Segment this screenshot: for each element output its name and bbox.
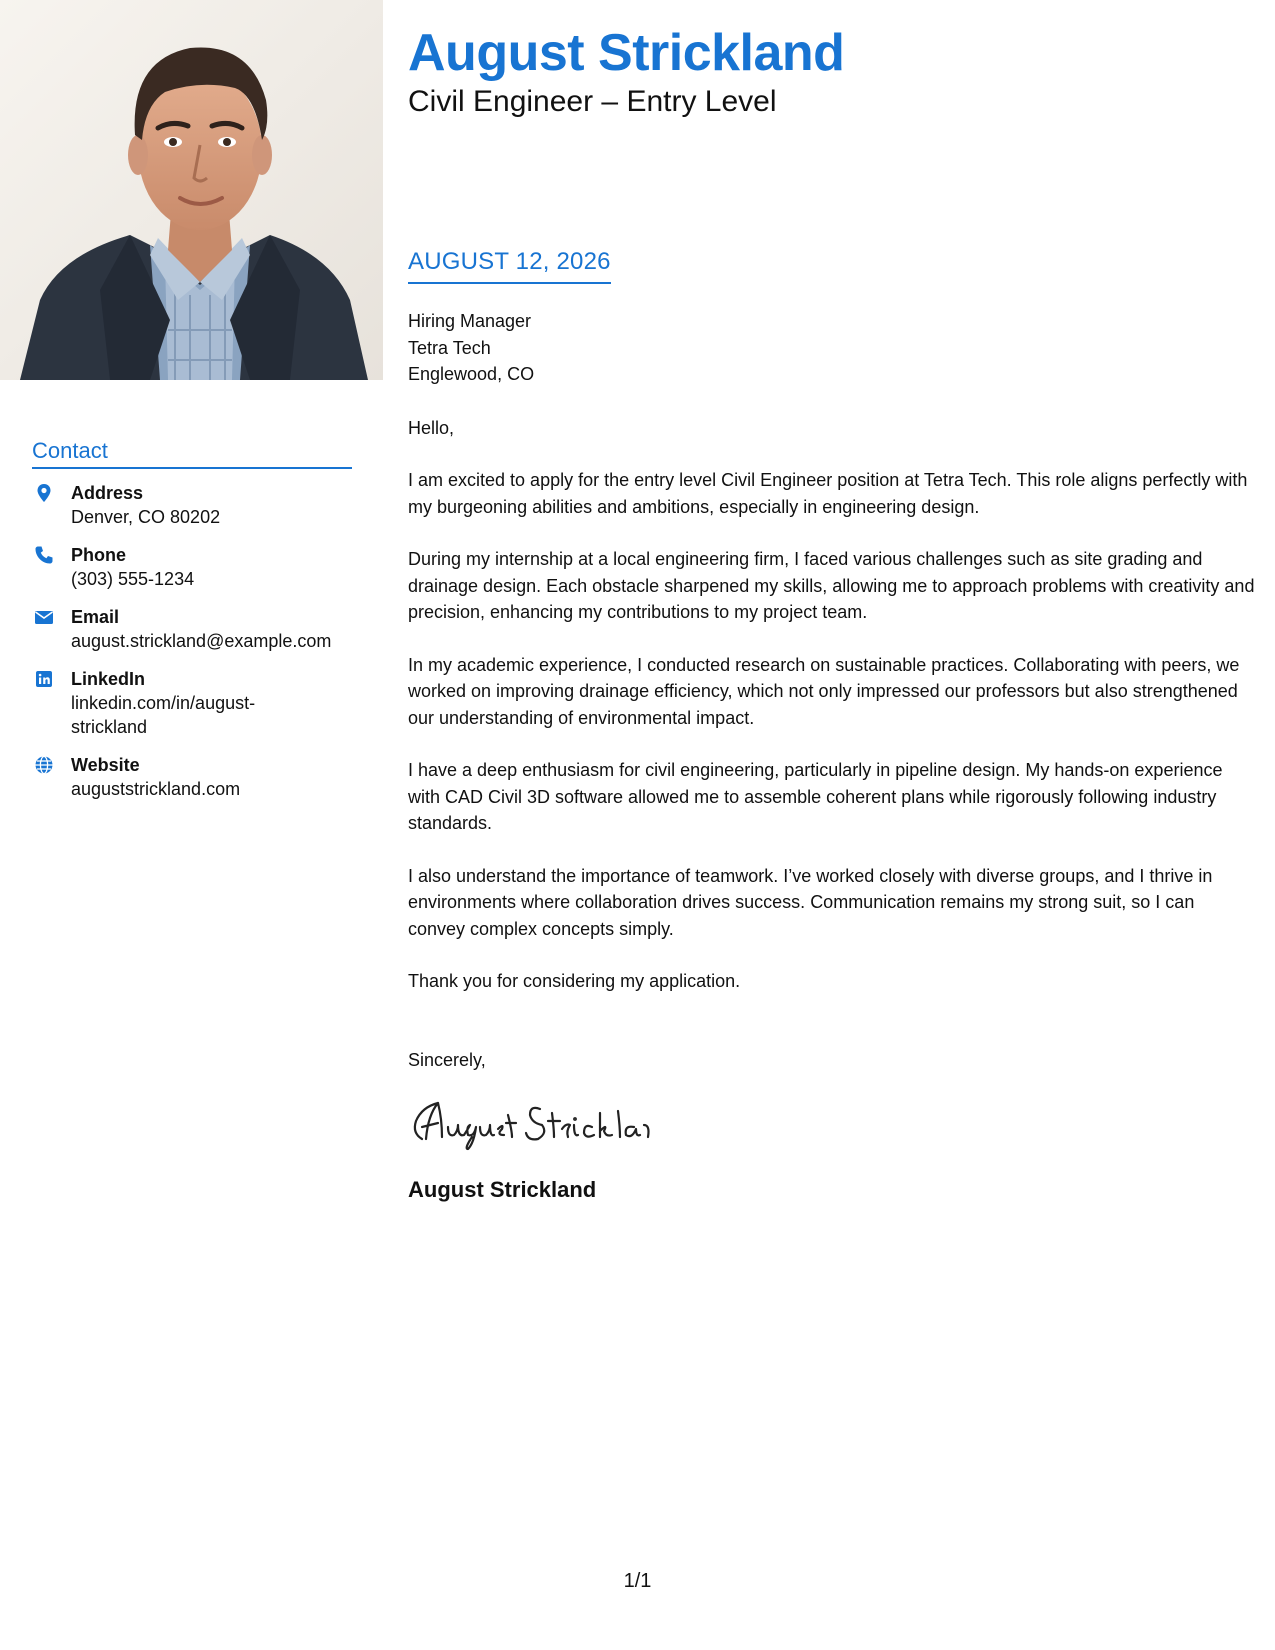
contact-item-website	[32, 753, 352, 801]
contact-label-linkedin: LinkedIn	[71, 669, 146, 689]
contact-item-address	[32, 481, 352, 529]
phone-icon	[34, 545, 54, 565]
letter-paragraph: In my academic experience, I conducted research on sustainable practices. Collaborating with peers, we worked on improving drainage efficiency, which not only impressed our professors but also strengthened our understanding of environmental impact.	[408, 654, 1240, 728]
letter-paragraph: Thank you for considering my application.	[408, 971, 741, 991]
contact-item-email	[32, 605, 352, 653]
job-title: Civil Engineer – Entry Level	[408, 85, 777, 118]
contact-label-website: Website	[71, 755, 140, 775]
contact-list	[32, 481, 352, 801]
contact-item-phone	[32, 543, 352, 591]
letter-paragraph: I am excited to apply for the entry level Civil Engineer position at Tetra Tech. This role aligns perfectly with my burgeoning abilities and ambitions, especially in engineering design.	[408, 470, 1248, 517]
page-number: 1/1	[623, 1570, 652, 1592]
recipient-block	[408, 308, 1256, 388]
contact-section	[32, 438, 352, 815]
contact-value-website[interactable]: auguststrickland.com	[71, 779, 241, 799]
contact-value-address: Denver, CO 80202	[71, 507, 221, 527]
greeting: Hello,	[408, 417, 455, 438]
handwritten-signature	[408, 1093, 1256, 1153]
letter-body	[408, 308, 1256, 1204]
letter-paragraph: I have a deep enthusiasm for civil engineering, particularly in pipeline design. My hands-on experience with CAD Civil 3D software allowed me to assemble coherent plans while rigorously following industry standards.	[408, 760, 1223, 833]
contact-heading: Contact	[32, 438, 352, 469]
contact-value-email[interactable]: august.strickland@example.com	[71, 631, 332, 651]
contact-item-linkedin	[32, 667, 352, 739]
linkedin-icon	[34, 669, 54, 689]
globe-icon	[34, 755, 54, 775]
letter-paragraph: I also understand the importance of teamwork. I’ve worked closely with diverse groups, and I thrive in environments where collaboration drives success. Communication remains my strong suit, so I can convey complex concepts simply.	[408, 865, 1213, 939]
header	[408, 22, 844, 120]
recipient-line: Hiring Manager	[408, 311, 532, 331]
applicant-name: August Strickland	[408, 24, 845, 82]
envelope-icon	[34, 607, 54, 627]
recipient-line: Tetra Tech	[408, 337, 491, 358]
letter-date: AUGUST 12, 2026	[408, 248, 611, 284]
profile-photo	[0, 0, 383, 380]
letter-paragraph: During my internship at a local engineering firm, I faced various challenges such as site grading and drainage design. Each obstacle sharpened my skills, allowing me to approach problems with creativity and precision, enhancing my contributions to my project team.	[408, 549, 1255, 622]
contact-value-linkedin[interactable]: linkedin.com/in/august-strickland	[71, 693, 256, 737]
signer-name: August Strickland	[408, 1177, 597, 1202]
closing: Sincerely,	[408, 1049, 486, 1070]
contact-label-address: Address	[71, 483, 144, 503]
location-pin-icon	[34, 483, 54, 503]
recipient-line: Englewood, CO	[408, 364, 535, 384]
contact-label-phone: Phone	[71, 545, 127, 565]
contact-value-phone: (303) 555-1234	[71, 569, 195, 589]
contact-label-email: Email	[71, 607, 120, 627]
